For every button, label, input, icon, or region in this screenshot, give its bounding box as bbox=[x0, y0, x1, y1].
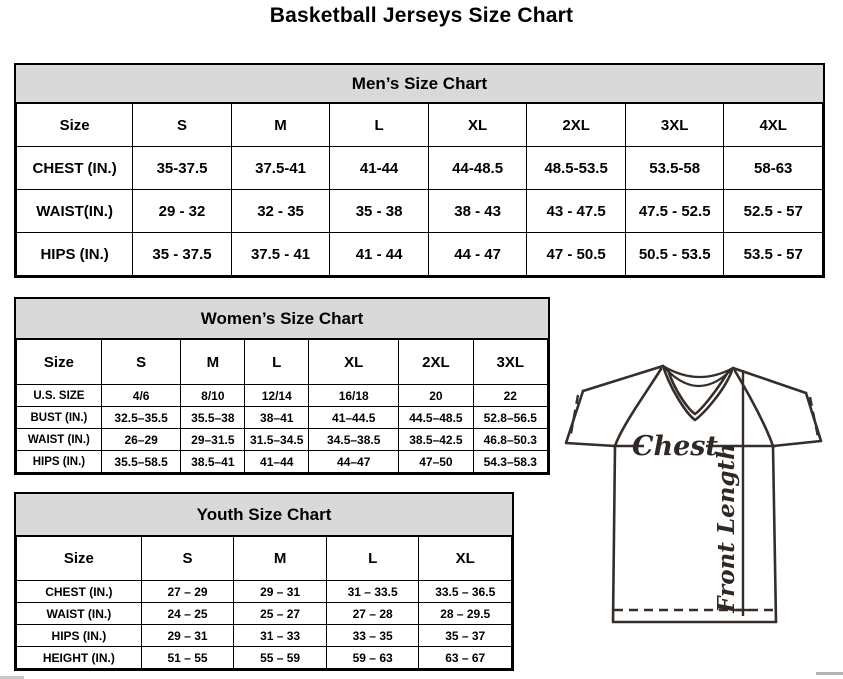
row-label: HIPS (IN.) bbox=[17, 625, 142, 647]
size-value-cell: 51 – 55 bbox=[141, 647, 234, 669]
row-label: CHEST (IN.) bbox=[17, 147, 133, 190]
column-header: M bbox=[234, 537, 327, 581]
column-header: XL bbox=[419, 537, 512, 581]
mens-size-chart-section bbox=[14, 63, 825, 278]
row-label: WAIST (IN.) bbox=[17, 429, 102, 451]
size-value-cell: 38.5–41 bbox=[181, 451, 245, 473]
row-label: HIPS (IN.) bbox=[17, 233, 133, 276]
size-value-cell: 16/18 bbox=[309, 385, 399, 407]
size-value-cell: 25 – 27 bbox=[234, 603, 327, 625]
size-value-cell: 53.5-58 bbox=[625, 147, 724, 190]
size-value-cell: 31.5–34.5 bbox=[245, 429, 309, 451]
jersey-measurement-diagram bbox=[558, 360, 836, 635]
size-value-cell: 12/14 bbox=[245, 385, 309, 407]
size-value-cell: 31 – 33.5 bbox=[326, 581, 419, 603]
size-value-cell: 29 – 31 bbox=[141, 625, 234, 647]
size-value-cell: 24 – 25 bbox=[141, 603, 234, 625]
size-value-cell: 33.5 – 36.5 bbox=[419, 581, 512, 603]
size-value-cell: 29–31.5 bbox=[181, 429, 245, 451]
column-header: Size bbox=[17, 537, 142, 581]
column-header-row bbox=[17, 340, 548, 385]
column-header: 2XL bbox=[527, 104, 626, 147]
jersey-left-shoulder bbox=[583, 366, 663, 391]
size-value-cell: 44–47 bbox=[309, 451, 399, 473]
table-row bbox=[17, 581, 512, 603]
column-header: S bbox=[133, 104, 232, 147]
size-value-cell: 44-48.5 bbox=[428, 147, 527, 190]
row-label: CHEST (IN.) bbox=[17, 581, 142, 603]
column-header: L bbox=[245, 340, 309, 385]
womens-size-chart-section bbox=[14, 297, 550, 475]
row-label: WAIST (IN.) bbox=[17, 603, 142, 625]
size-value-cell: 41–44 bbox=[245, 451, 309, 473]
size-value-cell: 43 - 47.5 bbox=[527, 190, 626, 233]
jersey-left-cuff-dashes bbox=[570, 395, 578, 439]
row-label: WAIST(IN.) bbox=[17, 190, 133, 233]
youth-size-table bbox=[16, 536, 512, 669]
table-row bbox=[17, 429, 548, 451]
womens-size-table bbox=[16, 339, 548, 473]
size-value-cell: 37.5-41 bbox=[231, 147, 330, 190]
table-row bbox=[17, 647, 512, 669]
size-value-cell: 35.5–58.5 bbox=[101, 451, 181, 473]
size-value-cell: 41 - 44 bbox=[330, 233, 429, 276]
column-header: XL bbox=[309, 340, 399, 385]
table-row bbox=[17, 625, 512, 647]
youth-size-chart-title: Youth Size Chart bbox=[16, 494, 512, 536]
table-row bbox=[17, 233, 823, 276]
size-value-cell: 53.5 - 57 bbox=[724, 233, 823, 276]
size-value-cell: 59 – 63 bbox=[326, 647, 419, 669]
row-label: HEIGHT (IN.) bbox=[17, 647, 142, 669]
table-row bbox=[17, 603, 512, 625]
column-header: XL bbox=[428, 104, 527, 147]
size-value-cell: 28 – 29.5 bbox=[419, 603, 512, 625]
column-header: Size bbox=[17, 340, 102, 385]
size-value-cell: 52.8–56.5 bbox=[473, 407, 547, 429]
size-value-cell: 50.5 - 53.5 bbox=[625, 233, 724, 276]
size-value-cell: 4/6 bbox=[101, 385, 181, 407]
jersey-right-seam bbox=[735, 371, 773, 446]
jersey-right-cuff-dashes bbox=[810, 397, 818, 437]
column-header: S bbox=[141, 537, 234, 581]
column-header: M bbox=[181, 340, 245, 385]
size-value-cell: 52.5 - 57 bbox=[724, 190, 823, 233]
size-value-cell: 20 bbox=[399, 385, 473, 407]
column-header: L bbox=[326, 537, 419, 581]
table-row bbox=[17, 385, 548, 407]
size-value-cell: 44.5–48.5 bbox=[399, 407, 473, 429]
youth-size-chart-section bbox=[14, 492, 514, 671]
size-value-cell: 41-44 bbox=[330, 147, 429, 190]
column-header-row bbox=[17, 104, 823, 147]
table-row bbox=[17, 451, 548, 473]
size-value-cell: 47 - 50.5 bbox=[527, 233, 626, 276]
size-value-cell: 38.5–42.5 bbox=[399, 429, 473, 451]
size-value-cell: 47–50 bbox=[399, 451, 473, 473]
column-header-row bbox=[17, 537, 512, 581]
column-header: 3XL bbox=[473, 340, 547, 385]
column-header: L bbox=[330, 104, 429, 147]
size-value-cell: 27 – 29 bbox=[141, 581, 234, 603]
size-value-cell: 27 – 28 bbox=[326, 603, 419, 625]
column-header: 3XL bbox=[625, 104, 724, 147]
page-title: Basketball Jerseys Size Chart bbox=[269, 4, 574, 27]
jersey-outline-drawing bbox=[558, 360, 836, 635]
size-value-cell: 54.3–58.3 bbox=[473, 451, 547, 473]
scrollbar-fragment-right[interactable] bbox=[816, 672, 843, 675]
size-value-cell: 35 - 37.5 bbox=[133, 233, 232, 276]
size-value-cell: 63 – 67 bbox=[419, 647, 512, 669]
size-value-cell: 35.5–38 bbox=[181, 407, 245, 429]
size-value-cell: 29 – 31 bbox=[234, 581, 327, 603]
mens-size-table bbox=[16, 103, 823, 276]
front-length-label: Front Length bbox=[713, 443, 740, 613]
size-value-cell: 32 - 35 bbox=[231, 190, 330, 233]
size-value-cell: 48.5-53.5 bbox=[527, 147, 626, 190]
column-header: Size bbox=[17, 104, 133, 147]
size-value-cell: 58-63 bbox=[724, 147, 823, 190]
column-header: M bbox=[231, 104, 330, 147]
row-label: BUST (IN.) bbox=[17, 407, 102, 429]
chest-label: Chest bbox=[632, 431, 718, 462]
size-value-cell: 35 – 37 bbox=[419, 625, 512, 647]
mens-size-chart-title: Men’s Size Chart bbox=[16, 65, 823, 103]
size-value-cell: 38 - 43 bbox=[428, 190, 527, 233]
table-row bbox=[17, 190, 823, 233]
size-value-cell: 46.8–50.3 bbox=[473, 429, 547, 451]
size-value-cell: 33 – 35 bbox=[326, 625, 419, 647]
size-value-cell: 31 – 33 bbox=[234, 625, 327, 647]
size-value-cell: 29 - 32 bbox=[133, 190, 232, 233]
size-value-cell: 26–29 bbox=[101, 429, 181, 451]
size-value-cell: 32.5–35.5 bbox=[101, 407, 181, 429]
column-header: 4XL bbox=[724, 104, 823, 147]
womens-size-chart-title: Women’s Size Chart bbox=[16, 299, 548, 339]
size-value-cell: 34.5–38.5 bbox=[309, 429, 399, 451]
table-row bbox=[17, 147, 823, 190]
size-value-cell: 55 – 59 bbox=[234, 647, 327, 669]
table-row bbox=[17, 407, 548, 429]
size-value-cell: 35 - 38 bbox=[330, 190, 429, 233]
size-value-cell: 47.5 - 52.5 bbox=[625, 190, 724, 233]
row-label: HIPS (IN.) bbox=[17, 451, 102, 473]
size-value-cell: 37.5 - 41 bbox=[231, 233, 330, 276]
jersey-torso bbox=[613, 446, 776, 622]
size-value-cell: 35-37.5 bbox=[133, 147, 232, 190]
size-value-cell: 38–41 bbox=[245, 407, 309, 429]
size-value-cell: 8/10 bbox=[181, 385, 245, 407]
size-value-cell: 44 - 47 bbox=[428, 233, 527, 276]
column-header: S bbox=[101, 340, 181, 385]
size-value-cell: 41–44.5 bbox=[309, 407, 399, 429]
size-value-cell: 22 bbox=[473, 385, 547, 407]
column-header: 2XL bbox=[399, 340, 473, 385]
row-label: U.S. SIZE bbox=[17, 385, 102, 407]
